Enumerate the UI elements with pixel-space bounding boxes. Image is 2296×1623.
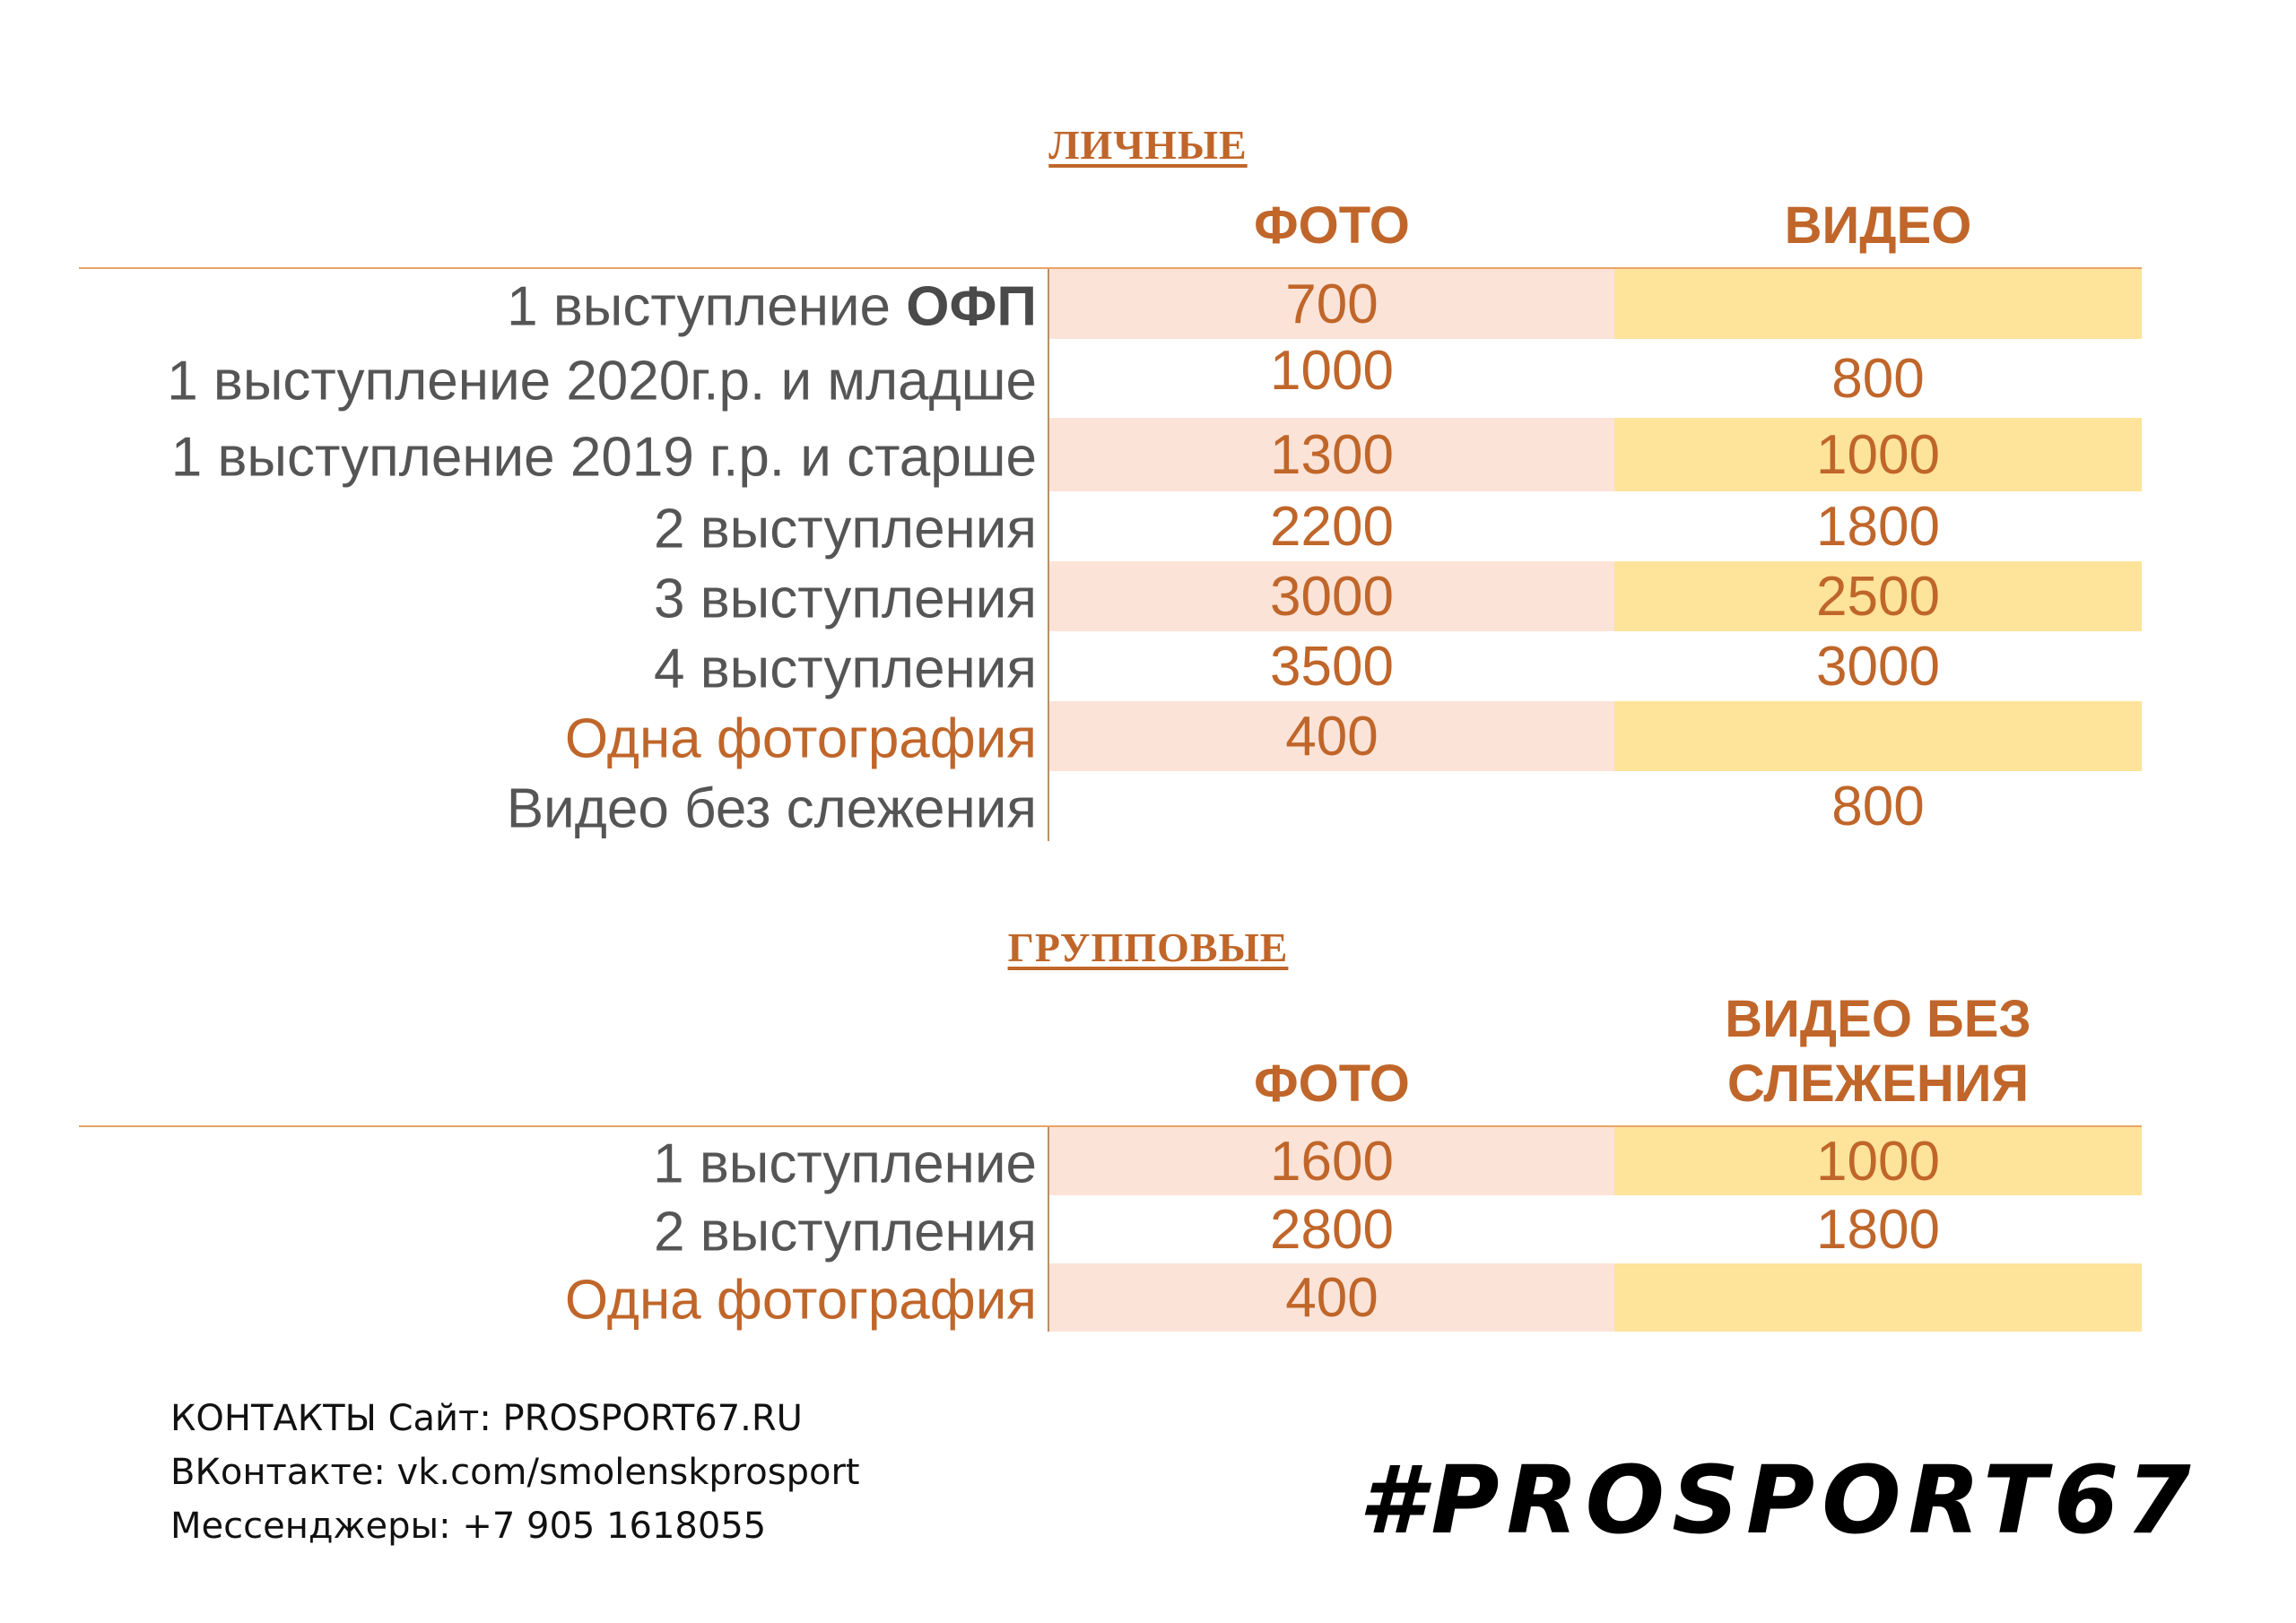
video-price-cell: 1800: [1816, 495, 1940, 558]
group-header-photo: ФОТО: [1254, 1055, 1410, 1113]
photo-price-cell: [1049, 771, 1614, 841]
photo-price-cell: 1000: [1270, 340, 1394, 402]
group-header-video: [1614, 987, 2142, 1116]
group-header-video-line1: ВИДЕО БЕЗ: [1725, 990, 2031, 1048]
video-price-cell: 2500: [1614, 561, 2142, 631]
row-label: Одна фотография: [564, 707, 1037, 770]
photo-price-cell: 2800: [1270, 1198, 1394, 1261]
row-label: 1 выступление 2020г.р. и младше: [167, 350, 1037, 412]
photo-price-cell: 400: [1049, 701, 1614, 771]
contacts-phone-line: Мессенджеры: +7 905 1618055: [170, 1506, 767, 1547]
video-price-cell: [1614, 269, 2142, 339]
table-row: [79, 491, 2142, 561]
video-price-cell: 1000: [1614, 1127, 2142, 1195]
row-label: 3 выступления: [654, 568, 1037, 630]
logo-text: #PROSPORT67: [1359, 1445, 2198, 1555]
table-row: [79, 701, 2142, 771]
row-label: 1 выступление ОФП: [507, 275, 1037, 338]
row-label: Одна фотография: [564, 1269, 1037, 1332]
row-label-bold: ОФП: [906, 275, 1037, 338]
photo-price-cell: 400: [1049, 1263, 1614, 1332]
contacts-vk-line: ВКонтакте: vk.com/smolenskprosport: [170, 1452, 860, 1493]
table-row: [79, 1127, 2142, 1195]
table-row: [79, 631, 2142, 701]
video-price-cell: 3000: [1816, 635, 1940, 698]
table-row: [79, 561, 2142, 631]
row-label: 1 выступление: [653, 1133, 1037, 1195]
contacts-site-line: КОНТАКТЫ Сайт: PROSPORT67.RU: [170, 1398, 803, 1439]
photo-price-cell: 1300: [1049, 418, 1614, 491]
personal-header-video: ВИДЕО: [1784, 196, 1972, 255]
personal-table-header: [79, 193, 2142, 269]
photo-price-cell: 3500: [1270, 635, 1394, 698]
video-price-cell: 1000: [1614, 418, 2142, 491]
table-row: [79, 1195, 2142, 1263]
group-header-video-line2: СЛЕЖЕНИЯ: [1726, 1055, 2030, 1113]
row-label: 2 выступления: [654, 498, 1037, 560]
table-row: [79, 418, 2142, 491]
photo-price-cell: 700: [1049, 269, 1614, 339]
photo-price-cell: 2200: [1270, 495, 1394, 558]
group-price-table: [79, 990, 2142, 1332]
photo-price-cell: 3000: [1049, 561, 1614, 631]
personal-section-title: ЛИЧНЫЕ: [1048, 122, 1248, 168]
table-row: [79, 269, 2142, 339]
row-label: 1 выступление 2019 г.р. и старше: [170, 426, 1037, 489]
personal-header-photo: ФОТО: [1254, 196, 1410, 255]
table-row: [79, 339, 2142, 418]
prosport-logo: [1359, 1445, 2198, 1555]
contacts-block: [170, 1392, 860, 1553]
group-section-title: ГРУППОВЫЕ: [1007, 924, 1289, 970]
video-price-cell: 800: [1831, 347, 1925, 410]
photo-price-cell: 1600: [1049, 1127, 1614, 1195]
row-label: 2 выступления: [654, 1201, 1037, 1263]
row-label: Видео без слежения: [506, 777, 1037, 840]
group-table-header: [79, 990, 2142, 1127]
table-row: [79, 771, 2142, 841]
video-price-cell: 1800: [1816, 1198, 1940, 1261]
video-price-cell: [1614, 701, 2142, 771]
video-price-cell: 800: [1831, 775, 1925, 838]
table-row: [79, 1263, 2142, 1332]
personal-price-table: [79, 193, 2142, 841]
row-label: 4 выступления: [654, 638, 1037, 700]
video-price-cell: [1614, 1263, 2142, 1332]
